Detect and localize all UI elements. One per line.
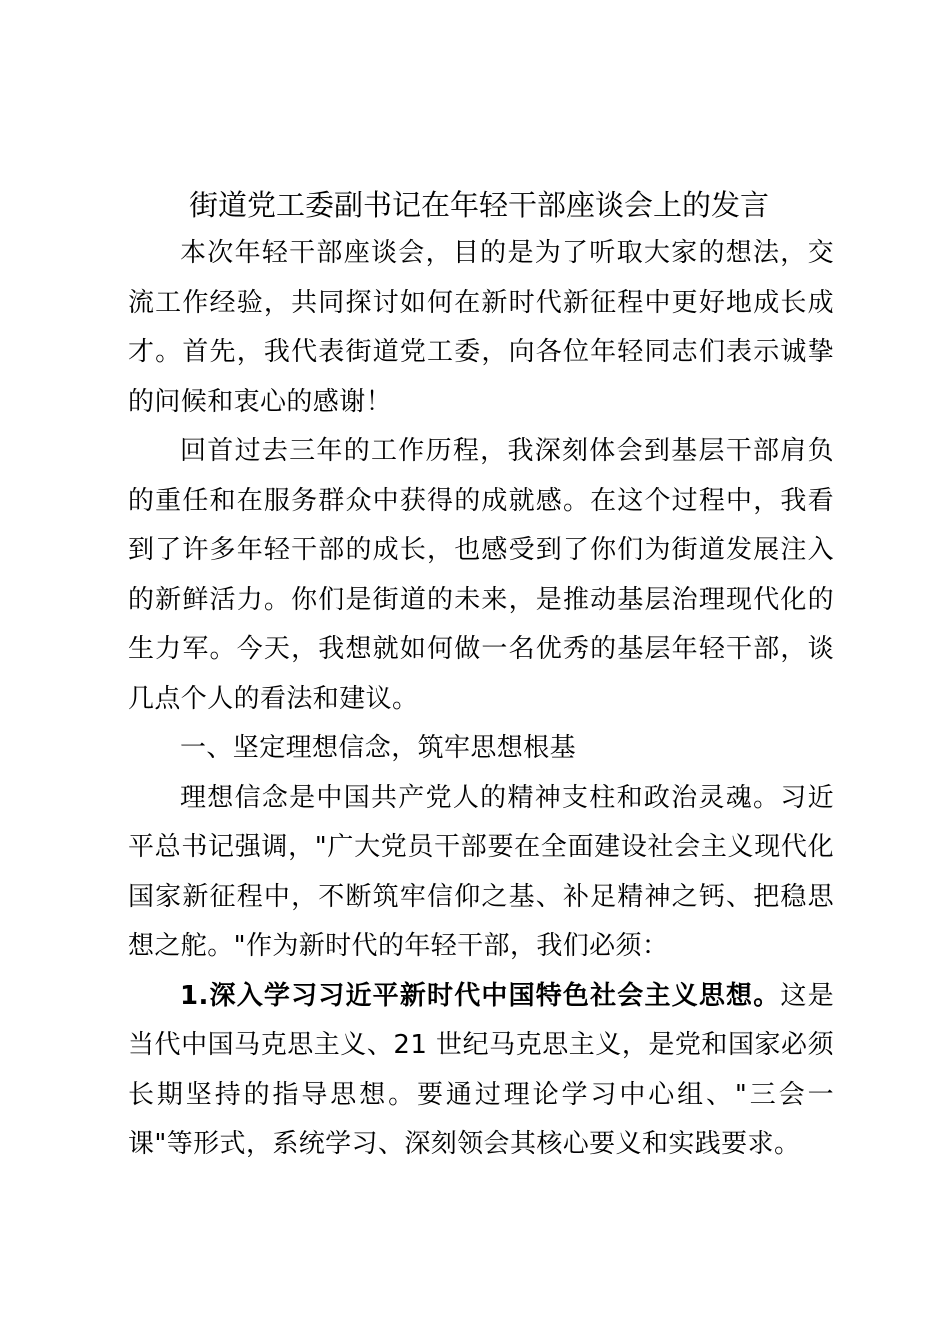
document-title: 街道党工委副书记在年轻干部座谈会上的发言 xyxy=(188,188,769,222)
section-heading-1: 一、坚定理想信念，筑牢思想根基 xyxy=(180,733,577,763)
document-body xyxy=(128,229,834,1170)
point-1-lead: 1.深入学习习近平新时代中国特色社会主义思想。 xyxy=(180,980,781,1011)
paragraph-intro: 本次年轻干部座谈会，目的是为了听取大家的想法，交流工作经验，共同探讨如何在新时代新征程中更好地成长成才。首先，我代表街道党工委，向各位年轻同志们表示诚挚的问候和衷心的感谢！ xyxy=(128,238,834,417)
point-1-body: 这是当代中国马克思主义、21 世纪马克思主义，是党和国家必须长期坚持的指导思想。要通过理论学习中心组、"三会一课"等形式，系统学习、深刻领会其核心要义和实践要求。 xyxy=(128,980,834,1159)
paragraph-study-point-1 xyxy=(128,972,834,1170)
paragraph-ideals: 理想信念是中国共产党人的精神支柱和政治灵魂。习近平总书记强调，"广大党员干部要在全面建设社会主义现代化国家新征程中，不断筑牢信仰之基、补足精神之钙、把稳思想之舵。"作为新时代的年轻干部，我们必须： xyxy=(128,782,834,961)
paragraph-review: 回首过去三年的工作历程，我深刻体会到基层干部肩负的重任和在服务群众中获得的成就感。在这个过程中，我看到了许多年轻干部的成长，也感受到了你们为街道发展注入的新鲜活力。你们是街道的未来，是推动基层治理现代化的生力军。今天，我想就如何做一名优秀的基层年轻干部，谈几点个人的看法和建议。 xyxy=(128,436,834,714)
